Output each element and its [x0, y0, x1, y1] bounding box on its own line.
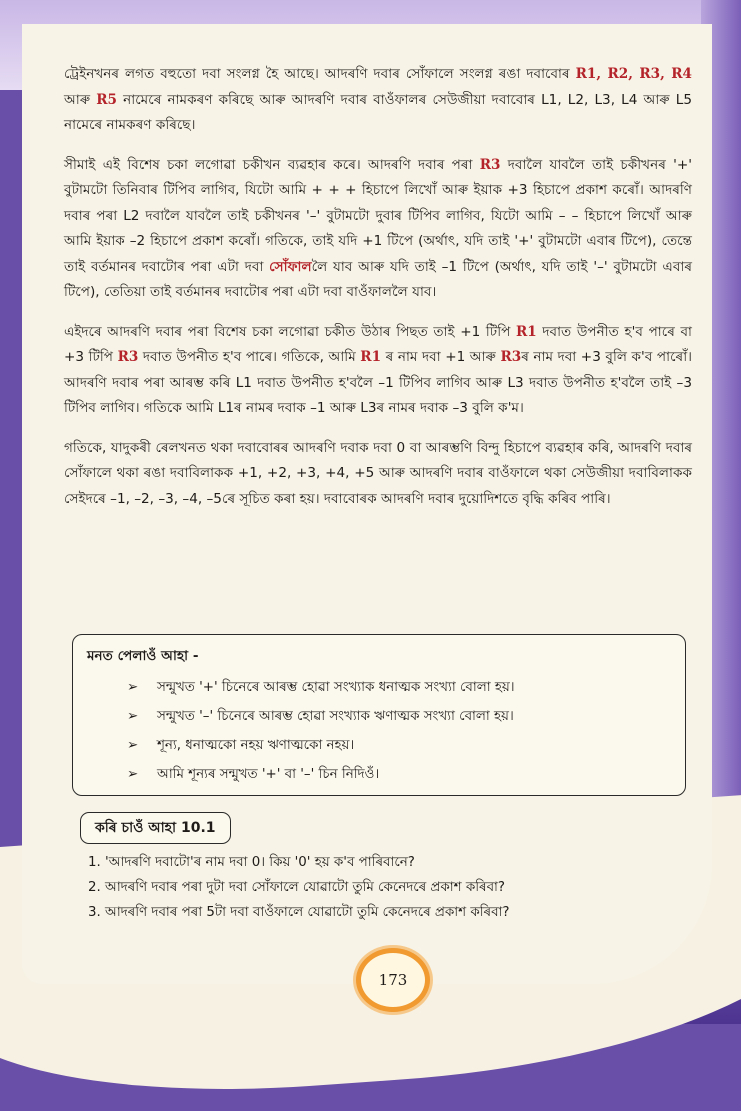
question-1: 1. 'আদৰণি দবাটো'ৰ নাম দবা 0। কিয় '0' হয় ক'ব পাৰিবানে? [88, 855, 415, 870]
main-text [64, 62, 692, 526]
red-label: সোঁফাল [269, 258, 312, 275]
red-label: R3 [479, 156, 501, 173]
list-item [127, 702, 667, 731]
list-item-text: শূন্য, ধনাত্মকো নহয় ঋণাত্মকো নহয়। [157, 738, 355, 753]
text-span: সীমাই এই বিশেষ চকা লগোৱা চকীখন ব্যৱহাৰ কৰে। আদৰণি দবাৰ পৰা [64, 156, 480, 173]
page-number: 173 [356, 948, 430, 1012]
arrow-bullet-icon: ➢ [127, 680, 139, 695]
text-span: দবালৈ যাবলৈ তাই চকীখনৰ '+' বুটামটো তিনিবাৰ টিপিব লাগিব, যিটো আমি + + + হিচাপে লিখোঁ আৰু ইয়াক +3 হিচাপে প্ৰকাশ কৰোঁ। আদৰণি দবাৰ পৰা L2 দবালৈ যাবলৈ তাই চকীখনৰ '–' বুটামটো দুবাৰ টিপিব লাগিব, যিটো আমি – – হিচাপে লিখোঁ আৰু আমি ইয়াক –2 হিচাপে প্ৰকাশ কৰোঁ। গতিকে, তাই যদি +1 টিপে (অৰ্থাৎ, যদি তাই '+' বুটামটো এবাৰ টিপে), তেন্তে তাই বৰ্তমানৰ দবাটোৰ পৰা এটা দবা [64, 156, 692, 275]
remember-list [127, 673, 667, 789]
text-span: লৈ যাব আৰু যদি তাই –1 টিপে (অৰ্থাৎ, যদি তাই '–' বুটামটো এবাৰ টিপে), তেতিয়া তাই বৰ্তমানৰ দবাটোৰ পৰা এটা দবা বাওঁফাললৈ যাব। [64, 258, 692, 300]
list-item [127, 760, 667, 789]
arrow-bullet-icon: ➢ [127, 767, 139, 782]
text-span: নামেৰে নামকৰণ কৰিছে আৰু আদৰণি দবাৰ বাওঁফালৰ সেউজীয়া দবাবোৰ L1, L2, L3, L4 আৰু L5 নামেৰে নামকৰণ কৰিছে। [64, 91, 692, 133]
paragraph-3 [64, 320, 692, 422]
paragraph-1 [64, 62, 692, 139]
list-item-text: আমি শূন্যৰ সন্মুখত '+' বা '–' চিন নিদিওঁ। [157, 767, 380, 782]
red-label: R1, R2, R3, R4 [575, 66, 692, 82]
text-span: দবাত উপনীত হ'ব পাৰে। গতিকে, আমি [138, 349, 361, 365]
red-label: R3 [500, 349, 522, 365]
red-label: R1 [360, 349, 382, 365]
list-item [127, 731, 667, 760]
text-span: ৰ নাম দবা +1 আৰু [381, 349, 501, 365]
remember-box-title: মনত পেলাওঁ আহা - [87, 648, 199, 664]
list-item-text: সন্মুখত '+' চিনেৰে আৰম্ভ হোৱা সংখ্যাক ধনাত্মক সংখ্যা বোলা হয়। [157, 680, 515, 695]
text-span: আৰু [64, 91, 97, 108]
red-label: R1 [515, 323, 537, 340]
question-3: 3. আদৰণি দবাৰ পৰা 5টা দবা বাওঁফালে যোৱাটো তুমি কেনেদৰে প্ৰকাশ কৰিবা? [88, 905, 510, 920]
text-span: ৰ নাম দবা +3 বুলি ক'ব পাৰোঁ। আদৰণি দবাৰ পৰা আৰম্ভ কৰি L1 দবাত উপনীত হ'বলৈ –1 টিপিব লাগিব আৰু L3 দবাত উপনীত হ'বলৈ তাই –3 টিপিব লাগিব। গতিকে আমি L1ৰ নামৰ দবাক –1 আৰু L3ৰ নামৰ দবাক –3 বুলি ক'ম। [64, 349, 693, 416]
red-label: R3 [117, 349, 139, 365]
text-span: ট্ৰেইনখনৰ লগত বহুতো দবা সংলগ্ন হৈ আছে। আদৰণি দবাৰ সোঁফালে সংলগ্ন ৰঙা দবাবোৰ [64, 66, 576, 82]
red-label: R5 [96, 91, 118, 108]
list-item [127, 673, 667, 702]
remember-box [72, 634, 686, 796]
arrow-bullet-icon: ➢ [127, 709, 139, 724]
list-item-text: সন্মুখত '–' চিনেৰে আৰম্ভ হোৱা সংখ্যাক ঋণাত্মক সংখ্যা বোলা হয়। [157, 709, 514, 724]
paragraph-2 [64, 153, 692, 306]
text-span: গতিকে, যাদুকৰী ৰেলখনত থকা দবাবোৰৰ আদৰণি দবাক দবা 0 বা আৰম্ভণি বিন্দু হিচাপে ব্যৱহাৰ কৰি, আদৰণি দবাৰ সোঁফালে থকা ৰঙা দবাবিলাকক +1, +2, +3, +4, +5 আৰু আদৰণি দবাৰ বাওঁফালে থকা সেউজীয়া দবাবিলাকক সেইদৰে –1, –2, –3, –4, –5ৰে সূচিত কৰা হয়। দবাবোৰক আদৰণি দবাৰ দুয়োদিশতে বৃদ্ধি কৰিব পাৰি। [64, 439, 692, 507]
paragraph-4 [64, 436, 692, 513]
arrow-bullet-icon: ➢ [127, 738, 139, 753]
text-span: এইদৰে আদৰণি দবাৰ পৰা বিশেষ চকা লগোৱা চকীত উঠাৰ পিছত তাই +1 টিপি [64, 323, 516, 340]
text-span: দবাত উপনীত হ'ব পাৰে বা +3 টিপি [64, 323, 692, 365]
activity-title: কৰি চাওঁ আহা 10.1 [80, 812, 231, 844]
question-2: 2. আদৰণি দবাৰ পৰা দুটা দবা সোঁফালে যোৱাটো তুমি কেনেদৰে প্ৰকাশ কৰিবা? [88, 880, 506, 895]
activity-questions [88, 850, 688, 925]
